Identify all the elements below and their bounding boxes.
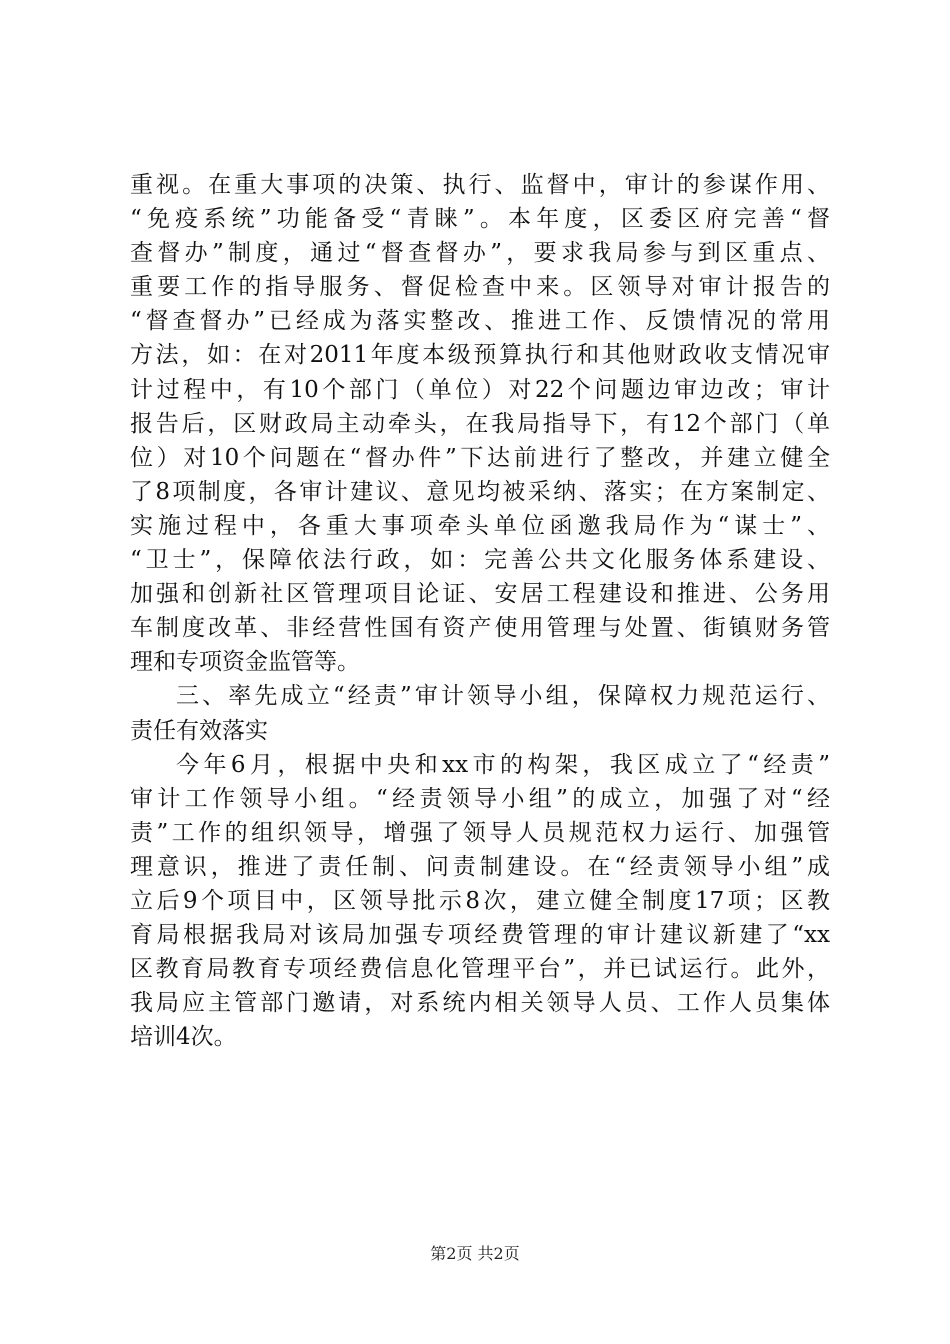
- text-line: “免疫系统”功能备受“青睐”。本年度，区委区府完善“督: [130, 206, 830, 233]
- text-line: 理意识，推进了责任制、问责制建设。在“经责领导小组”成: [130, 853, 830, 880]
- section-heading-line: 责任有效落实: [130, 717, 268, 744]
- text-line: 车制度改革、非经营性国有资产使用管理与处置、街镇财务管: [130, 615, 830, 642]
- text-line: 我局应主管部门邀请，对系统内相关领导人员、工作人员集体: [130, 990, 830, 1017]
- text-line: 重视。在重大事项的决策、执行、监督中，审计的参谋作用、: [130, 172, 830, 198]
- text-line: 查督办”制度，通过“督查督办”，要求我局参与到区重点、: [130, 240, 830, 267]
- text-line: 区教育局教育专项经费信息化管理平台”，并已试运行。此外，: [130, 956, 830, 983]
- text-line: “督查督办”已经成为落实整改、推进工作、反馈情况的常用: [130, 308, 830, 335]
- body-text: [130, 168, 830, 1054]
- text-line: 理和专项资金监管等。: [130, 649, 360, 676]
- text-line: 位）对10个问题在“督办件”下达前进行了整改，并建立健全: [130, 444, 830, 471]
- text-line: 育局根据我局对该局加强专项经费管理的审计建议新建了“xx: [130, 922, 830, 949]
- page-footer: 第2页 共2页: [430, 1244, 520, 1263]
- text-line: 报告后，区财政局主动牵头，在我局指导下，有12个部门（单: [130, 410, 830, 437]
- text-line: 立后9个项目中，区领导批示8次，建立健全制度17项；区教: [130, 887, 830, 914]
- text-line: 重要工作的指导服务、督促检查中来。区领导对审计报告的: [130, 274, 830, 301]
- text-line: 培训4次。: [130, 1024, 237, 1051]
- text-line: 实施过程中，各重大事项牵头单位函邀我局作为“谋士”、: [130, 512, 830, 539]
- text-line: 今年6月，根据中央和xx市的构架，我区成立了“经责”: [176, 751, 830, 778]
- text-line: “卫士”，保障依法行政，如：完善公共文化服务体系建设、: [130, 547, 830, 574]
- text-line: 了8项制度，各审计建议、意见均被采纳、落实；在方案制定、: [130, 478, 830, 505]
- text-line: 加强和创新社区管理项目论证、安居工程建设和推进、公务用: [130, 581, 830, 608]
- section-heading-line: 三、率先成立“经责”审计领导小组，保障权力规范运行、: [176, 683, 830, 710]
- text-line: 方法，如：在对2011年度本级预算执行和其他财政收支情况审: [130, 342, 830, 369]
- text-line: 责”工作的组织领导，增强了领导人员规范权力运行、加强管: [130, 819, 830, 846]
- text-line: 计过程中，有10个部门（单位）对22个问题边审边改；审计: [130, 376, 830, 403]
- text-line: 审计工作领导小组。“经责领导小组”的成立，加强了对“经: [130, 785, 830, 812]
